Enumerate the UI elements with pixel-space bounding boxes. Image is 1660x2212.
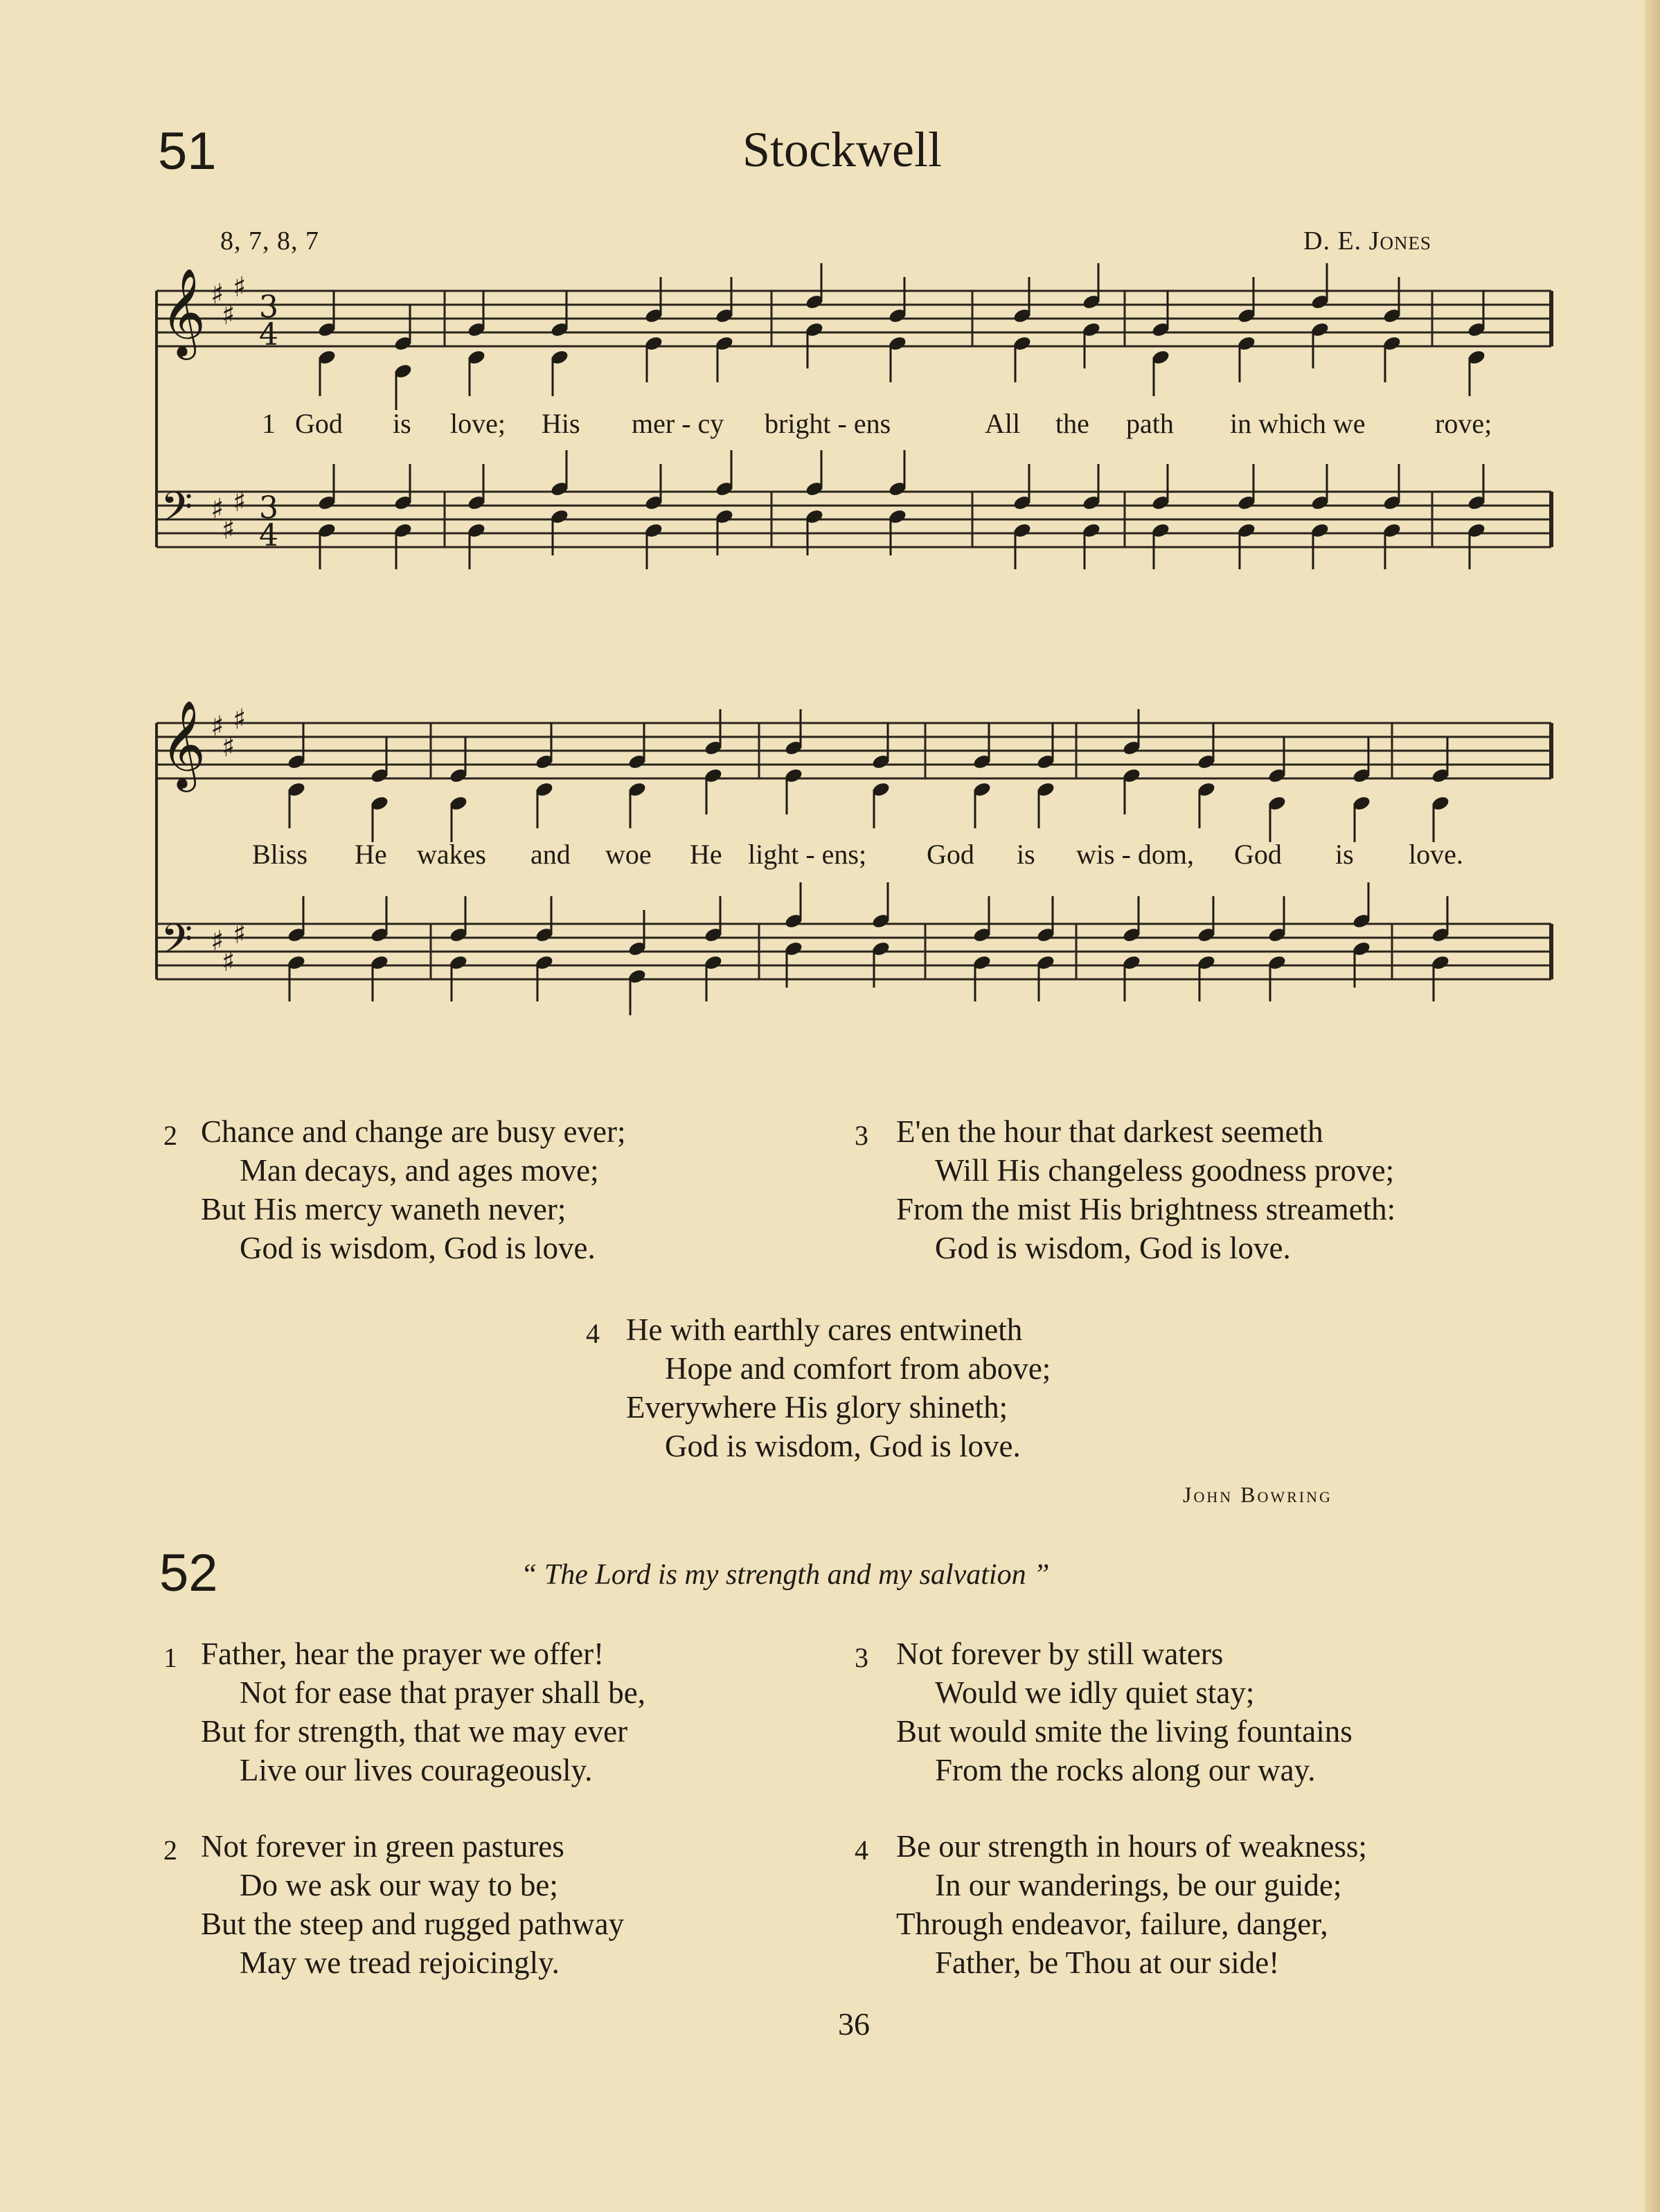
sharp-icon: ♯ — [211, 493, 224, 525]
verse-line: God is wisdom, God is love. — [935, 1231, 1291, 1265]
page-number: 36 — [838, 2006, 870, 2042]
verse-number: 2 — [163, 1835, 177, 1866]
lyric-syllable: path — [1126, 408, 1174, 439]
time-signature-top: 3 — [259, 490, 278, 526]
lyric-syllable: is — [1335, 839, 1354, 870]
time-signature-bottom: 4 — [259, 518, 278, 553]
lyric-syllable: wakes — [417, 839, 486, 870]
verse-line: But His mercy waneth never; — [201, 1192, 566, 1227]
verse-number: 3 — [855, 1642, 868, 1673]
verse-line: Hope and comfort from above; — [665, 1351, 1051, 1386]
lyric-syllable: He — [690, 839, 722, 870]
lyric-syllable: is — [393, 408, 411, 439]
verse-line: E'en the hour that darkest seemeth — [896, 1114, 1323, 1149]
sharp-icon: ♯ — [222, 731, 235, 763]
verse-line: Not forever in green pastures — [201, 1829, 564, 1864]
music-score — [0, 0, 1660, 1039]
verse-line: May we tread rejoicingly. — [240, 1945, 560, 1980]
lyric-syllable: 1 — [262, 408, 276, 439]
treble-clef-icon: 𝄞 — [161, 699, 206, 788]
verse-line: But would smite the living fountains — [896, 1714, 1353, 1749]
verse-line: Not for ease that prayer shall be, — [240, 1675, 646, 1710]
sharp-icon: ♯ — [233, 486, 247, 518]
lyric-syllable: He — [355, 839, 387, 870]
verse-line: God is wisdom, God is love. — [240, 1231, 596, 1265]
verse-line: Live our lives courageously. — [240, 1753, 593, 1787]
lyric-syllable: is — [1017, 839, 1035, 870]
lyric-syllable: All — [985, 408, 1021, 439]
verse-line: He with earthly cares entwineth — [626, 1312, 1023, 1347]
lyric-syllable: God — [295, 408, 343, 439]
lyric-syllable: woe — [605, 839, 652, 870]
lyric-syllable: bright - ens — [765, 408, 891, 439]
lyric-syllable: wis - dom, — [1076, 839, 1194, 870]
sharp-icon: ♯ — [211, 278, 224, 310]
lyric-syllable: God — [1234, 839, 1282, 870]
verse-line: Father, hear the prayer we offer! — [201, 1636, 605, 1671]
sharp-icon: ♯ — [233, 918, 247, 950]
lyric-syllable: light - ens; — [748, 839, 867, 870]
verse-line: But the steep and rugged pathway — [201, 1907, 625, 1941]
verse-line: But for strength, that we may ever — [201, 1714, 628, 1749]
verse-line: Through endeavor, failure, danger, — [896, 1907, 1328, 1941]
lyric-syllable: the — [1055, 408, 1089, 439]
verse-number: 1 — [163, 1642, 177, 1673]
verse-line: Be our strength in hours of weakness; — [896, 1829, 1367, 1864]
verse-line: Will His changeless goodness prove; — [935, 1153, 1395, 1188]
lyric-syllable: love; — [450, 408, 506, 439]
bass-clef-icon: 𝄢 — [161, 483, 193, 541]
verse-number: 2 — [163, 1120, 177, 1151]
lyric-syllable: God — [927, 839, 974, 870]
verse-line: Not forever by still waters — [896, 1636, 1224, 1671]
meter: 8, 7, 8, 7 — [220, 226, 319, 256]
lyric-syllable: Bliss — [252, 839, 308, 870]
verse-number: 4 — [586, 1318, 600, 1349]
sharp-icon: ♯ — [222, 299, 235, 331]
hymn-number-52: 52 — [159, 1544, 218, 1603]
verse-line: Chance and change are busy ever; — [201, 1114, 626, 1149]
lyric-syllable: love. — [1409, 839, 1463, 870]
verse-line: Do we ask our way to be; — [240, 1868, 558, 1902]
lyric-syllable: His — [542, 408, 580, 439]
verse-line: God is wisdom, God is love. — [665, 1429, 1021, 1463]
epigraph — [521, 1558, 1049, 1591]
verse-line: Everywhere His glory shineth; — [626, 1390, 1008, 1425]
sharp-icon: ♯ — [233, 271, 247, 303]
verse-line: In our wanderings, be our guide; — [935, 1868, 1342, 1902]
verse-line: Father, be Thou at our side! — [935, 1945, 1280, 1980]
verse-line: From the rocks along our way. — [935, 1753, 1316, 1787]
epigraph-text: “ The Lord is my strength and my salvation ” — [521, 1559, 1050, 1591]
verse-line: Man decays, and ages move; — [240, 1153, 599, 1188]
hymn-title: Stockwell — [742, 122, 942, 177]
sharp-icon: ♯ — [233, 704, 247, 735]
author: John Bowring — [1183, 1482, 1332, 1507]
lyric-syllable: in which we — [1230, 408, 1366, 439]
verse-number: 3 — [855, 1120, 868, 1151]
bass-clef-icon: 𝄢 — [161, 915, 193, 973]
verse-line: From the mist His brightness streameth: — [896, 1192, 1396, 1227]
hymn-number-51: 51 — [158, 122, 217, 181]
lyric-syllable: rove; — [1435, 408, 1492, 439]
verse-line: Would we idly quiet stay; — [935, 1675, 1255, 1710]
sharp-icon: ♯ — [211, 711, 224, 742]
verse-number: 4 — [855, 1835, 868, 1866]
time-signature-top: 3 — [259, 289, 278, 325]
lyric-syllable: and — [530, 839, 571, 870]
sharp-icon: ♯ — [222, 514, 235, 546]
time-signature-bottom: 4 — [259, 317, 278, 353]
sharp-icon: ♯ — [222, 946, 235, 978]
treble-clef-icon: 𝄞 — [161, 267, 206, 356]
sharp-icon: ♯ — [211, 925, 224, 957]
lyric-syllable: mer - cy — [632, 408, 724, 439]
composer: D. E. Jones — [1303, 226, 1431, 256]
